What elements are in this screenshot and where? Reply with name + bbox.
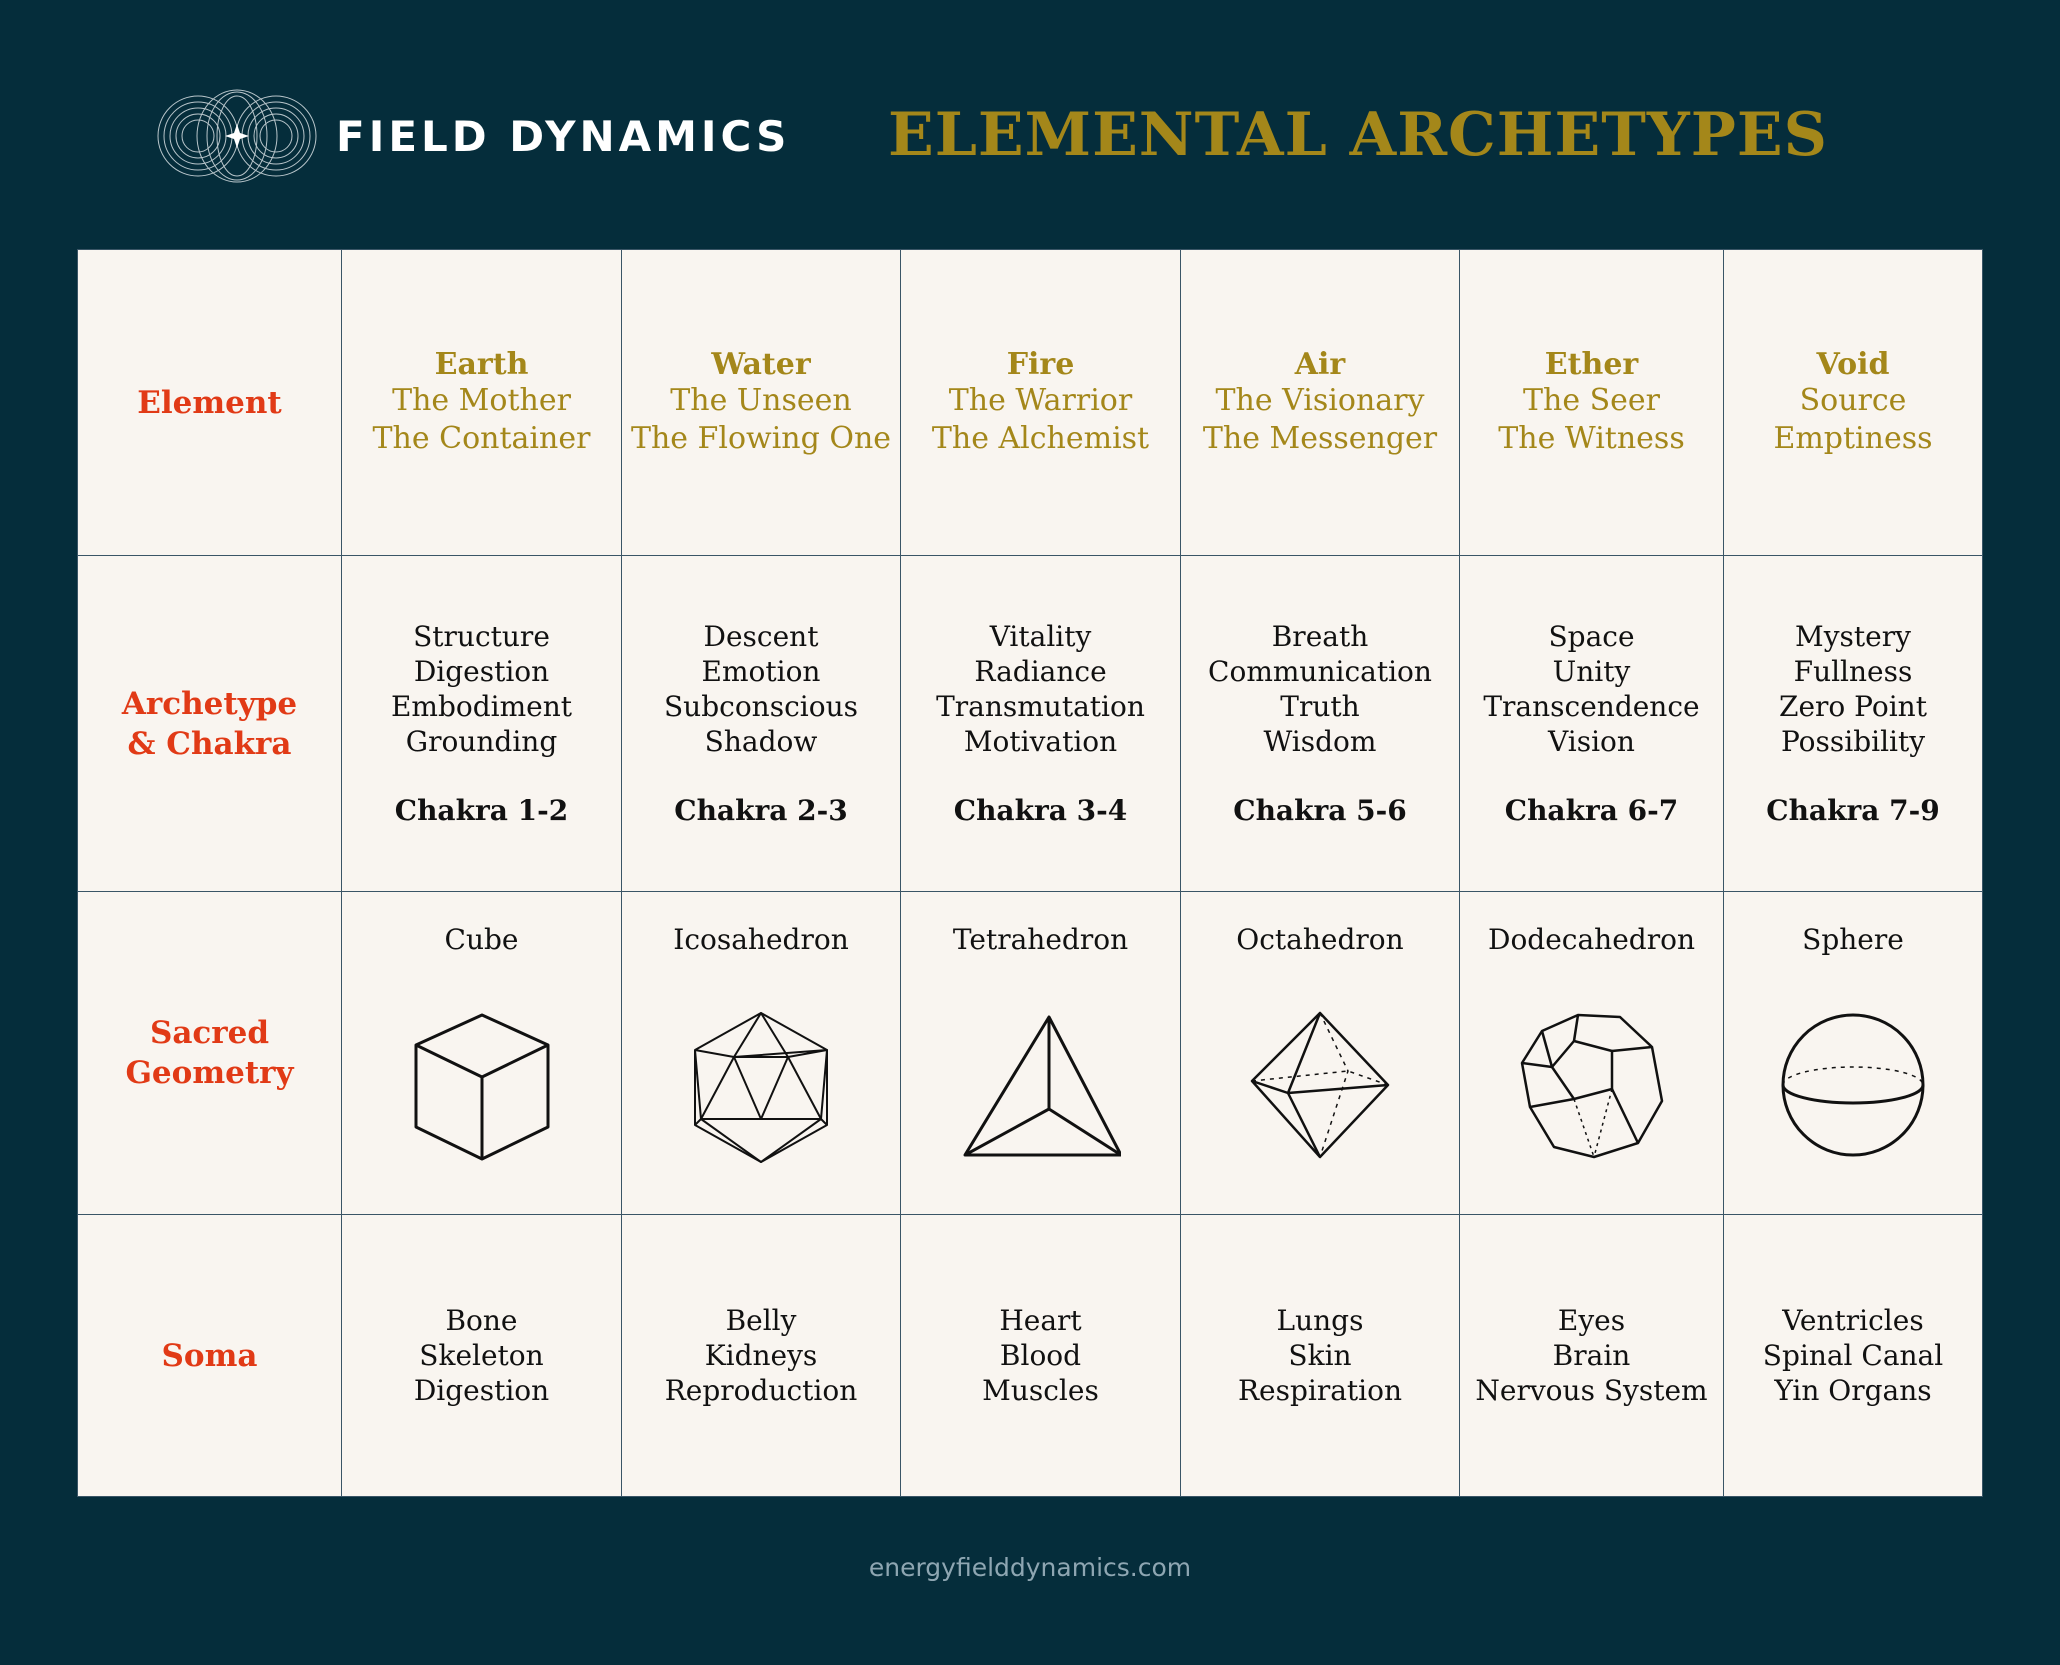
quality-text: Structure: [413, 620, 550, 653]
quality-text: Breath: [1271, 620, 1369, 653]
quality-text: Shadow: [704, 725, 818, 758]
quality-text: Subconscious: [664, 690, 858, 723]
soma-cell-air: [1181, 1215, 1460, 1497]
element-cell-void: [1724, 250, 1983, 556]
geometry-name: Octahedron: [1236, 923, 1404, 956]
qualities-cell-water: [622, 556, 901, 892]
chakra-label: Chakra 7-9: [1766, 794, 1940, 827]
octahedron-icon: [1240, 1007, 1400, 1167]
soma-row: [78, 1215, 1983, 1497]
element-row: [78, 250, 1983, 556]
qualities-cell-air: [1181, 556, 1460, 892]
quality-text: Radiance: [974, 655, 1107, 688]
quality-text: Descent: [703, 620, 819, 653]
qualities-cell-ether: [1460, 556, 1724, 892]
quality-text: Transmutation: [936, 690, 1145, 723]
archetype-name: The Warrior: [948, 383, 1133, 418]
soma-text: Lungs: [1276, 1304, 1364, 1337]
quality-text: Transcendence: [1483, 690, 1700, 723]
element-name: Earth: [434, 347, 529, 382]
soma-text: Belly: [725, 1304, 797, 1337]
archetype-chakra-row: [78, 556, 1983, 892]
chakra-label: Chakra 2-3: [674, 794, 848, 827]
soma-text: Kidneys: [704, 1339, 818, 1372]
quality-text: Embodiment: [390, 690, 573, 723]
soma-text: Reproduction: [664, 1374, 858, 1407]
archetype-name: The Messenger: [1202, 421, 1438, 456]
element-name: Void: [1816, 347, 1890, 382]
element-cell-fire: [901, 250, 1181, 556]
chakra-label: Chakra 1-2: [394, 794, 569, 827]
quality-text: Fullness: [1793, 655, 1913, 688]
quality-text: Truth: [1280, 690, 1360, 723]
geometry-cell-earth: [342, 892, 622, 1215]
soma-text: Ventricles: [1782, 1304, 1924, 1337]
sacred-geometry-row: [78, 892, 1983, 1215]
soma-text: Yin Organs: [1774, 1374, 1932, 1407]
archetype-table: [77, 249, 1983, 1497]
archetype-name: The Witness: [1498, 421, 1685, 456]
archetype-name: The Mother: [392, 383, 571, 418]
soma-text: Muscles: [982, 1374, 1099, 1407]
quality-text: Mystery: [1795, 620, 1911, 653]
quality-text: Digestion: [413, 655, 550, 688]
geometry-cell-fire: [901, 892, 1181, 1215]
soma-text: Digestion: [413, 1374, 550, 1407]
page-title: ELEMENTAL ARCHETYPES: [888, 100, 1828, 170]
soma-text: Skin: [1288, 1339, 1352, 1372]
element-cell-air: [1181, 250, 1460, 556]
qualities-cell-void: [1724, 556, 1983, 892]
soma-text: Respiration: [1237, 1374, 1403, 1407]
tetrahedron-icon: [961, 1007, 1121, 1167]
qualities-cell-fire: [901, 556, 1181, 892]
archetype-name: The Flowing One: [630, 421, 892, 456]
element-name: Fire: [1006, 347, 1075, 382]
geometry-name: Dodecahedron: [1488, 923, 1695, 956]
chakra-label: Chakra 3-4: [953, 794, 1128, 827]
soma-text: Brain: [1552, 1339, 1631, 1372]
geometry-cell-void: [1724, 892, 1983, 1215]
soma-text: Eyes: [1557, 1304, 1626, 1337]
footer-url[interactable]: energyfielddynamics.com: [868, 1553, 1192, 1582]
row-label-soma: Soma: [78, 1215, 342, 1497]
quality-text: Space: [1548, 620, 1635, 653]
icosahedron-icon: [681, 1007, 841, 1167]
soma-text: Nervous System: [1475, 1374, 1708, 1407]
geometry-name: Icosahedron: [673, 923, 849, 956]
soma-cell-water: [622, 1215, 901, 1497]
quality-text: Grounding: [405, 725, 558, 758]
row-label-sacred-geometry: Sacred Geometry: [78, 892, 342, 1215]
archetype-name: The Unseen: [670, 383, 852, 418]
soma-cell-void: [1724, 1215, 1983, 1497]
archetype-name: The Alchemist: [931, 421, 1150, 456]
row-label-element: Element: [78, 250, 342, 556]
quality-text: Emotion: [701, 655, 821, 688]
archetype-name: The Visionary: [1215, 383, 1425, 418]
geometry-cell-water: [622, 892, 901, 1215]
soma-text: Bone: [445, 1304, 518, 1337]
archetype-name: The Container: [372, 421, 591, 456]
dodecahedron-icon: [1512, 1007, 1672, 1167]
element-cell-earth: [342, 250, 622, 556]
archetype-name: Emptiness: [1773, 421, 1933, 456]
soma-text: Heart: [999, 1304, 1082, 1337]
quality-text: Unity: [1552, 655, 1631, 688]
archetype-name: The Seer: [1522, 383, 1661, 418]
quality-text: Communication: [1208, 655, 1432, 688]
row-label-archetype-chakra: Archetype & Chakra: [78, 556, 342, 892]
soma-cell-fire: [901, 1215, 1181, 1497]
soma-text: Spinal Canal: [1762, 1339, 1944, 1372]
element-name: Air: [1294, 347, 1346, 382]
soma-text: Skeleton: [419, 1339, 544, 1372]
chakra-label: Chakra 5-6: [1233, 794, 1407, 827]
soma-cell-earth: [342, 1215, 622, 1497]
quality-text: Wisdom: [1263, 725, 1377, 758]
soma-text: Blood: [999, 1339, 1082, 1372]
archetype-name: Source: [1799, 383, 1907, 418]
element-name: Water: [711, 347, 811, 382]
quality-text: Vision: [1548, 725, 1635, 758]
element-name: Ether: [1544, 347, 1639, 382]
quality-text: Motivation: [963, 725, 1118, 758]
element-cell-water: [622, 250, 901, 556]
qualities-cell-earth: [342, 556, 622, 892]
quality-text: Zero Point: [1779, 690, 1927, 723]
geometry-name: Tetrahedron: [952, 923, 1129, 956]
field-dynamics-logo: [152, 88, 322, 184]
brand-name: FIELD DYNAMICS: [336, 112, 791, 161]
geometry-name: Cube: [444, 923, 519, 956]
quality-text: Possibility: [1780, 725, 1926, 758]
element-cell-ether: [1460, 250, 1724, 556]
quality-text: Vitality: [989, 620, 1092, 653]
geometry-name: Sphere: [1802, 923, 1904, 956]
cube-icon: [402, 1007, 562, 1167]
sphere-icon: [1773, 1007, 1933, 1167]
soma-cell-ether: [1460, 1215, 1724, 1497]
chakra-label: Chakra 6-7: [1504, 794, 1679, 827]
geometry-cell-ether: [1460, 892, 1724, 1215]
geometry-cell-air: [1181, 892, 1460, 1215]
